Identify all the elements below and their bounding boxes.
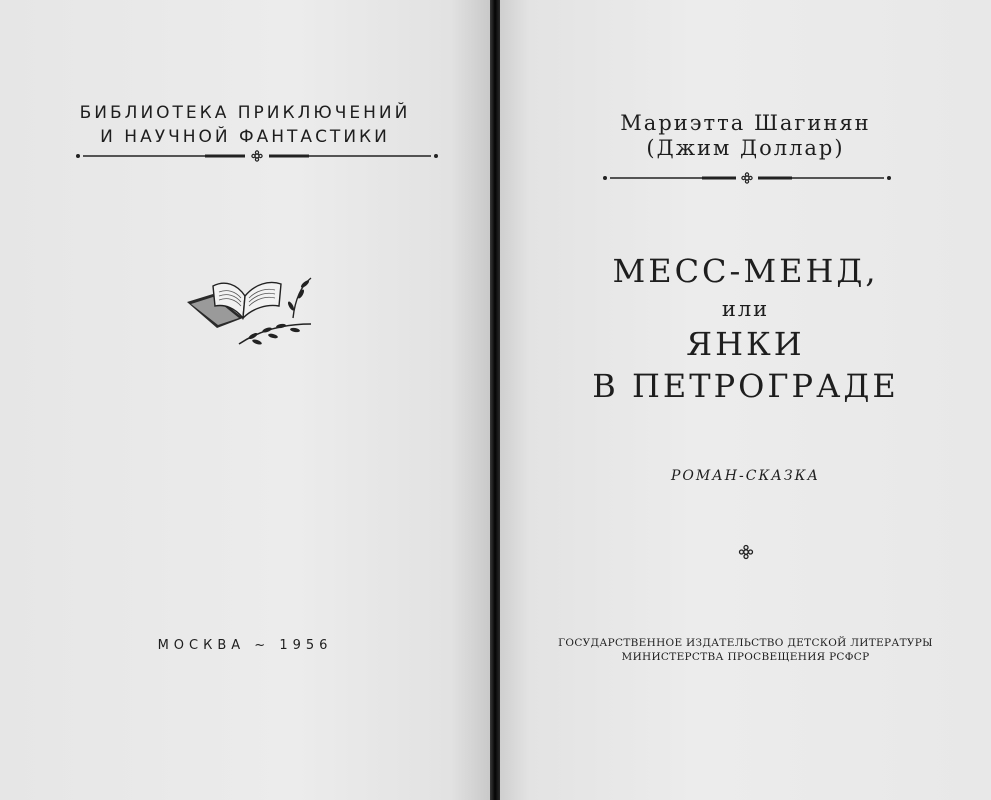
book-title-line-1: МЕСС-МЕНД,: [612, 252, 879, 290]
open-book-with-laurel-icon: [183, 272, 323, 352]
left-page: [0, 0, 490, 800]
series-title-line-1: БИБЛИОТЕКА ПРИКЛЮЧЕНИЙ: [79, 103, 411, 123]
book-gutter: [490, 0, 500, 800]
publisher-line-2: МИНИСТЕРСТВА ПРОСВЕЩЕНИЯ РСФСР: [621, 651, 870, 663]
author-pseudonym: (Джим Доллар): [646, 136, 845, 160]
publisher-line-1: ГОСУДАРСТВЕННОЕ ИЗДАТЕЛЬСТВО ДЕТСКОЙ ЛИТЕРАТУРЫ: [558, 637, 933, 649]
series-title-line-2: И НАУЧНОЙ ФАНТАСТИКИ: [100, 127, 390, 147]
divider-rule-icon: [602, 171, 892, 185]
book-title-line-2: или: [721, 297, 770, 321]
imprint-city-year: МОСКВА ~ 1956: [157, 638, 333, 653]
book-title-line-4: В ПЕТРОГРАДЕ: [592, 367, 899, 405]
genre-label: РОМАН-СКАЗКА: [670, 468, 821, 484]
book-title-line-3: ЯНКИ: [686, 325, 805, 363]
flower-ornament-icon: [737, 543, 755, 561]
right-page: [500, 0, 991, 800]
author-name: Мариэтта Шагинян: [620, 111, 871, 135]
divider-rule-icon: [75, 149, 440, 163]
